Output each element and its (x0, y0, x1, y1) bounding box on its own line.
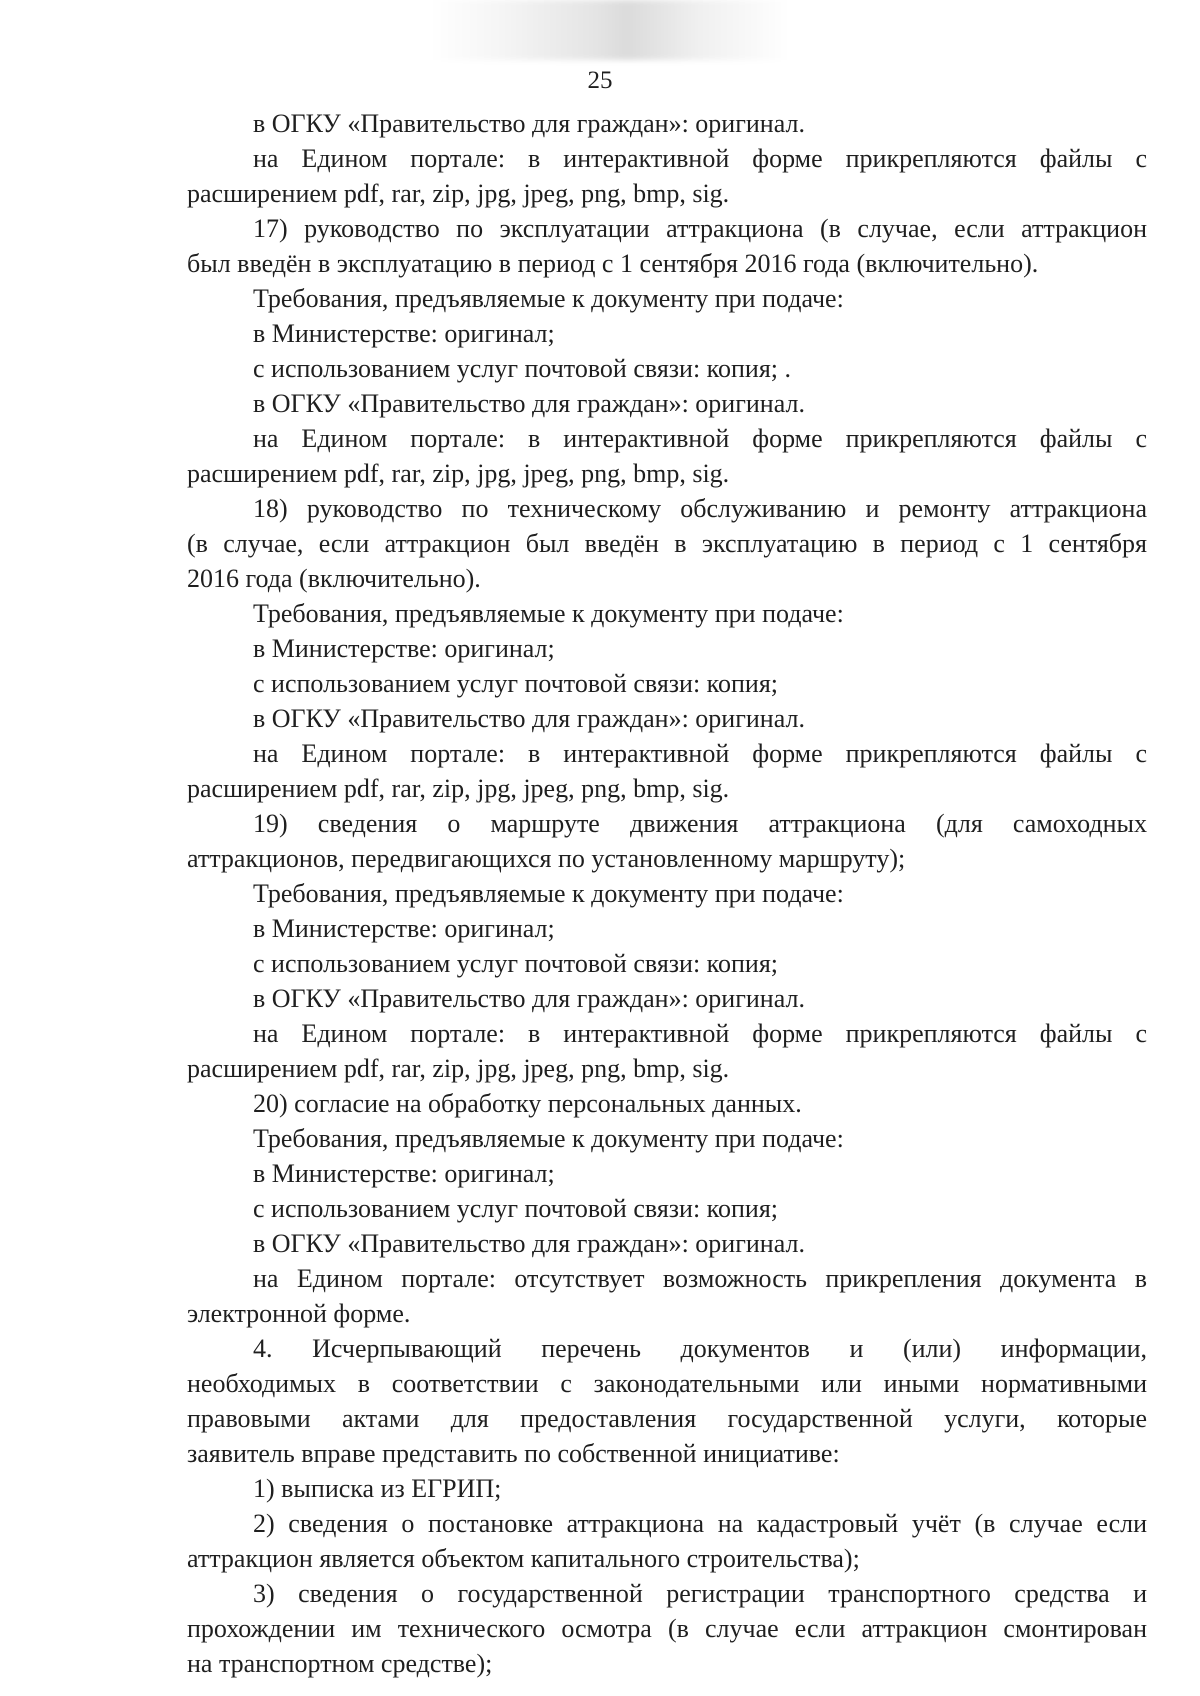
text-line: 2016 года (включительно). (187, 564, 481, 593)
text-line: правовыми актами для предоставления государственной услуги, которые (187, 1404, 1147, 1433)
text-line: Требования, предъявляемые к документу при подаче: (253, 599, 844, 628)
text-line: 20) согласие на обработку персональных данных. (253, 1089, 802, 1118)
text-line: расширением pdf, rar, zip, jpg, jpeg, png, bmp, sig. (187, 1054, 730, 1083)
text-line: 17) руководство по эксплуатации аттракциона (в случае, если аттракцион (253, 214, 1147, 243)
text-line: в Министерстве: оригинал; (253, 634, 555, 663)
text-line: Требования, предъявляемые к документу при подаче: (253, 284, 844, 313)
text-line: в Министерстве: оригинал; (253, 914, 555, 943)
text-line: на Едином портале: в интерактивной форме прикрепляются файлы с (253, 739, 1147, 768)
text-line: 3) сведения о государственной регистрации транспортного средства и (253, 1579, 1147, 1608)
text-line: расширением pdf, rar, zip, jpg, jpeg, png, bmp, sig. (187, 179, 730, 208)
text-line: электронной форме. (187, 1299, 411, 1328)
text-line: 4. Исчерпывающий перечень документов и (или) информации, (253, 1334, 1147, 1363)
text-line: в ОГКУ «Правительство для граждан»: оригинал. (253, 704, 805, 733)
text-line: прохождении им технического осмотра (в случае если аттракцион смонтирован (187, 1614, 1147, 1643)
text-line: в ОГКУ «Правительство для граждан»: оригинал. (253, 389, 805, 418)
text-line: расширением pdf, rar, zip, jpg, jpeg, png, bmp, sig. (187, 774, 730, 803)
text-line: в Министерстве: оригинал; (253, 1159, 555, 1188)
text-line: 1) выписка из ЕГРИП; (253, 1474, 502, 1503)
text-line: Требования, предъявляемые к документу при подаче: (253, 879, 844, 908)
text-line: был введён в эксплуатацию в период с 1 сентября 2016 года (включительно). (187, 249, 1039, 278)
text-line: Требования, предъявляемые к документу при подаче: (253, 1124, 844, 1153)
text-line: на транспортном средстве); (187, 1649, 493, 1678)
text-line: аттракцион является объектом капитального строительства); (187, 1544, 860, 1573)
text-line: с использованием услуг почтовой связи: копия; (253, 949, 779, 978)
text-line: в Министерстве: оригинал; (253, 319, 555, 348)
text-line: с использованием услуг почтовой связи: копия; (253, 1194, 779, 1223)
scan-artifact (430, 0, 790, 60)
text-line: на Едином портале: в интерактивной форме прикрепляются файлы с (253, 424, 1147, 453)
text-line: (в случае, если аттракцион был введён в эксплуатацию в период с 1 сентября (187, 529, 1147, 558)
text-line: в ОГКУ «Правительство для граждан»: оригинал. (253, 984, 805, 1013)
text-line: 18) руководство по техническому обслуживанию и ремонту аттракциона (253, 494, 1147, 523)
text-line: заявитель вправе представить по собственной инициативе: (187, 1439, 840, 1468)
text-line: 2) сведения о постановке аттракциона на кадастровый учёт (в случае если (253, 1509, 1147, 1538)
text-line: в ОГКУ «Правительство для граждан»: оригинал. (253, 109, 805, 138)
text-line: расширением pdf, rar, zip, jpg, jpeg, png, bmp, sig. (187, 459, 730, 488)
page-number: 25 (587, 67, 613, 94)
text-line: аттракционов, передвигающихся по установленному маршруту); (187, 844, 906, 873)
text-line: на Едином портале: в интерактивной форме прикрепляются файлы с (253, 1019, 1147, 1048)
text-line: с использованием услуг почтовой связи: копия; (253, 669, 779, 698)
text-line: необходимых в соответствии с законодательными или иными нормативными (187, 1369, 1147, 1398)
text-line: на Едином портале: в интерактивной форме прикрепляются файлы с (253, 144, 1147, 173)
text-line: с использованием услуг почтовой связи: копия; . (253, 354, 792, 383)
text-line: в ОГКУ «Правительство для граждан»: оригинал. (253, 1229, 805, 1258)
document-body (187, 106, 1147, 1681)
text-line: 19) сведения о маршруте движения аттракциона (для самоходных (253, 809, 1147, 838)
text-line: на Едином портале: отсутствует возможность прикрепления документа в (253, 1264, 1147, 1293)
